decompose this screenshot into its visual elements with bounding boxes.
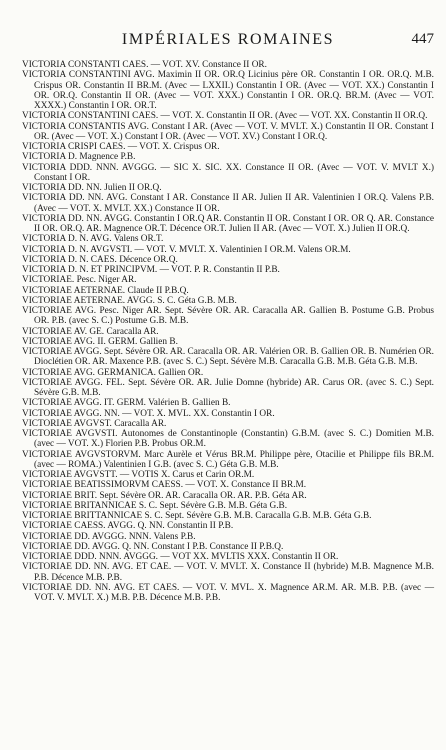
legend-entry: VICTORIAE BRITTANNICAE S. C. Sept. Sévère G.B. M.B. Caracalla G.B. M.B. Géta G.B. (22, 511, 372, 521)
legend-entry: VICTORIAE AVGVSTI. Autonomes de Constantinople (Constantin) G.B.M. (avec S. C.) Domitien M.B. (avec — VOT. X.) Florien P.B. Probus OR.M. (22, 429, 434, 450)
page-number: 447 (411, 31, 434, 47)
page-header (22, 0, 434, 52)
legend-entry: VICTORIAE DD. AVGGG. NNN. Valens P.B. (22, 531, 196, 542)
legend-entry: VICTORIAE. Pesc. Niger AR. (22, 275, 137, 286)
legend-entry: VICTORIAE AVGG. FEL. Sept. Sévère OR. AR. Julie Domne (hybride) AR. Carus OR. (avec S. C.) Sept. Sévère G.B. M.B. (22, 377, 434, 398)
legend-entry: VICTORIAE AVG. II. GERM. Gallien B. (22, 336, 178, 347)
legend-entry: VICTORIAE AVG. GERMANICA. Gallien OR. (22, 367, 204, 378)
legend-entry: VICTORIAE DD. NN. AVG. ET CAES. — VOT. V. MVL. X. Magnence AR.M. AR. M.B. P.B. (avec — VOT. V. MVLT. X.) M.B. P.B. Décence M.B. P.B. (22, 582, 434, 603)
legend-entry: VICTORIAE CAESS. AVGG. Q. NN. Constantin II P.B. (22, 521, 234, 532)
legend-entry: VICTORIAE AVG. Pesc. Niger AR. Sept. Sévère OR. AR. Caracalla AR. Gallien B. Postume G.B. Probus OR. P.B. (avec S. C.) Postume G.B. M.B. (22, 306, 434, 327)
legend-entry: VICTORIA D. N. CAES. Décence OR.Q. (22, 254, 178, 265)
legend-entry: VICTORIAE AVGG. Sept. Sévère OR. AR. Caracalla OR. AR. Valérien OR. B. Gallien OR. B. Numérien OR. Dioclétien OR. AR. Maxence P.B. (avec S. C.) Sept. Sévère M.B. Caracalla G.B. M.B. Géta G.B. M.B. (22, 347, 434, 368)
legend-entry: VICTORIAE AETERNAE. Claude II P.B.Q. (22, 285, 189, 296)
legend-entry: VICTORIAE AETERNAE. AVGG. S. C. Géta G.B. M.B. (22, 295, 237, 306)
legend-entry: VICTORIAE DDD. NNN. AVGGG. — VOT XX. MVLTIS XXX. Constantin II OR. (22, 552, 339, 562)
legend-entry: VICTORIA DDD. NNN. AVGGG. — SIC X. SIC. XX. Constance II OR. (Avec — VOT. V. MVLT X.) Constant I OR. (22, 162, 434, 183)
legend-entry: VICTORIAE AVGVSTORVM. Marc Aurèle et Vérus BR.M. Philippe père, Otacilie et Philippe fils BR.M. (avec — ROMA.) Valentinien I G.B. (avec S. C.) Géta G.B. M.B. (22, 449, 434, 470)
legend-entry: VICTORIAE BEATISSIMORVM CAESS. — VOT. X. Constance II BR.M. (22, 480, 307, 491)
legend-entry: VICTORIAE BRITANNICAE S. C. Sept. Sévère G.B. M.B. Géta G.B. (22, 500, 288, 511)
legend-entry: VICTORIAE AVGVSTT. — VOTIS X. Carus et Carin OR.M. (22, 470, 255, 480)
legend-entry: VICTORIA CONSTANTINI CAES. — VOT. X. Constantin II OR. (Avec — VOT. XX. Constantin II OR.Q. (22, 111, 428, 122)
legend-entry: VICTORIAE AVGVST. Caracalla AR. (22, 418, 167, 429)
legend-entry: VICTORIA CONSTANTINI AVG. Maximin II OR. OR.Q Licinius père OR. Constantin I OR. OR.Q. M.B. Crispus OR. Constantin II BR.M. (Avec — LXXII.) Constantin I OR. (Avec — VOT. XX.) Constantin I OR. OR.Q. Constantin II OR. (Avec — VOT. XXX.) Constantin I OR. OR.Q. BR.M. (Avec — VOT. XXXX.) Constantin I OR. OR.T. (22, 70, 434, 111)
legend-entry: VICTORIAE AVGG. NN. — VOT. X. MVL. XX. Constantin I OR. (22, 408, 275, 419)
legend-entry: VICTORIA CONSTANTIS AVG. Constant I AR. (Avec — VOT. V. MVLT. X.) Constantin II OR. Constant I OR. (Avec — VOT. X.) Constant I OR. (Avec — VOT. XV.) Constant I OR.Q. (22, 121, 434, 142)
legend-list (22, 60, 434, 603)
legend-entry: VICTORIA CONSTANTI CAES. — VOT. XV. Constance II OR. (22, 60, 267, 70)
page-title: IMPÉRIALES ROMAINES (121, 31, 335, 48)
legend-entry: VICTORIA D. Magnence P.B. (22, 152, 136, 163)
legend-entry: VICTORIAE BRIT. Sept. Sévère OR. AR. Caracalla OR. AR. P.B. Géta AR. (22, 490, 307, 501)
legend-entry: VICTORIA DD. NN. Julien II OR.Q. (22, 183, 162, 193)
legend-entry: VICTORIAE DD. AVGG. Q. NN. Constant I P.B. Constance II P.B.Q. (22, 541, 284, 552)
legend-entry: VICTORIA DD. NN. AVGG. Constantin I OR.Q AR. Constantin II OR. Constant I OR. OR Q. AR. Constance II OR. OR.Q. AR. Magnence OR.T. Décence OR.T. Julien II AR. (Avec — VOT. X.) Julien II OR.Q. (22, 213, 434, 234)
legend-entry: VICTORIA D. N. ET PRINCIPVM. — VOT. P. R. Constantin II P.B. (22, 265, 280, 275)
legend-entry: VICTORIA DD. NN. AVG. Constant I AR. Constance II AR. Julien II AR. Valentinien I OR.Q. Valens P.B. (Avec — VOT. X. MVLT. XX.) Constance II OR. (22, 193, 434, 214)
legend-entry: VICTORIAE DD. NN. AVG. ET CAE. — VOT. V. MVLT. X. Constance II (hybride) M.B. Magnence M.B. P.B. Décence M.B. P.B. (22, 562, 434, 583)
legend-entry: VICTORIA CRISPI CAES. — VOT. X. Crispus OR. (22, 142, 220, 152)
legend-entry: VICTORIA D. N. AVG. Valens OR.T. (22, 234, 164, 245)
legend-entry: VICTORIAE AV. GE. Caracalla AR. (22, 326, 159, 337)
legend-entry: VICTORIA D. N. AVGVSTI. — VOT. V. MVLT. X. Valentinien I OR.M. Valens OR.M. (22, 244, 351, 255)
legend-entry: VICTORIAE AVGG. IT. GERM. Valérien B. Gallien B. (22, 398, 231, 409)
